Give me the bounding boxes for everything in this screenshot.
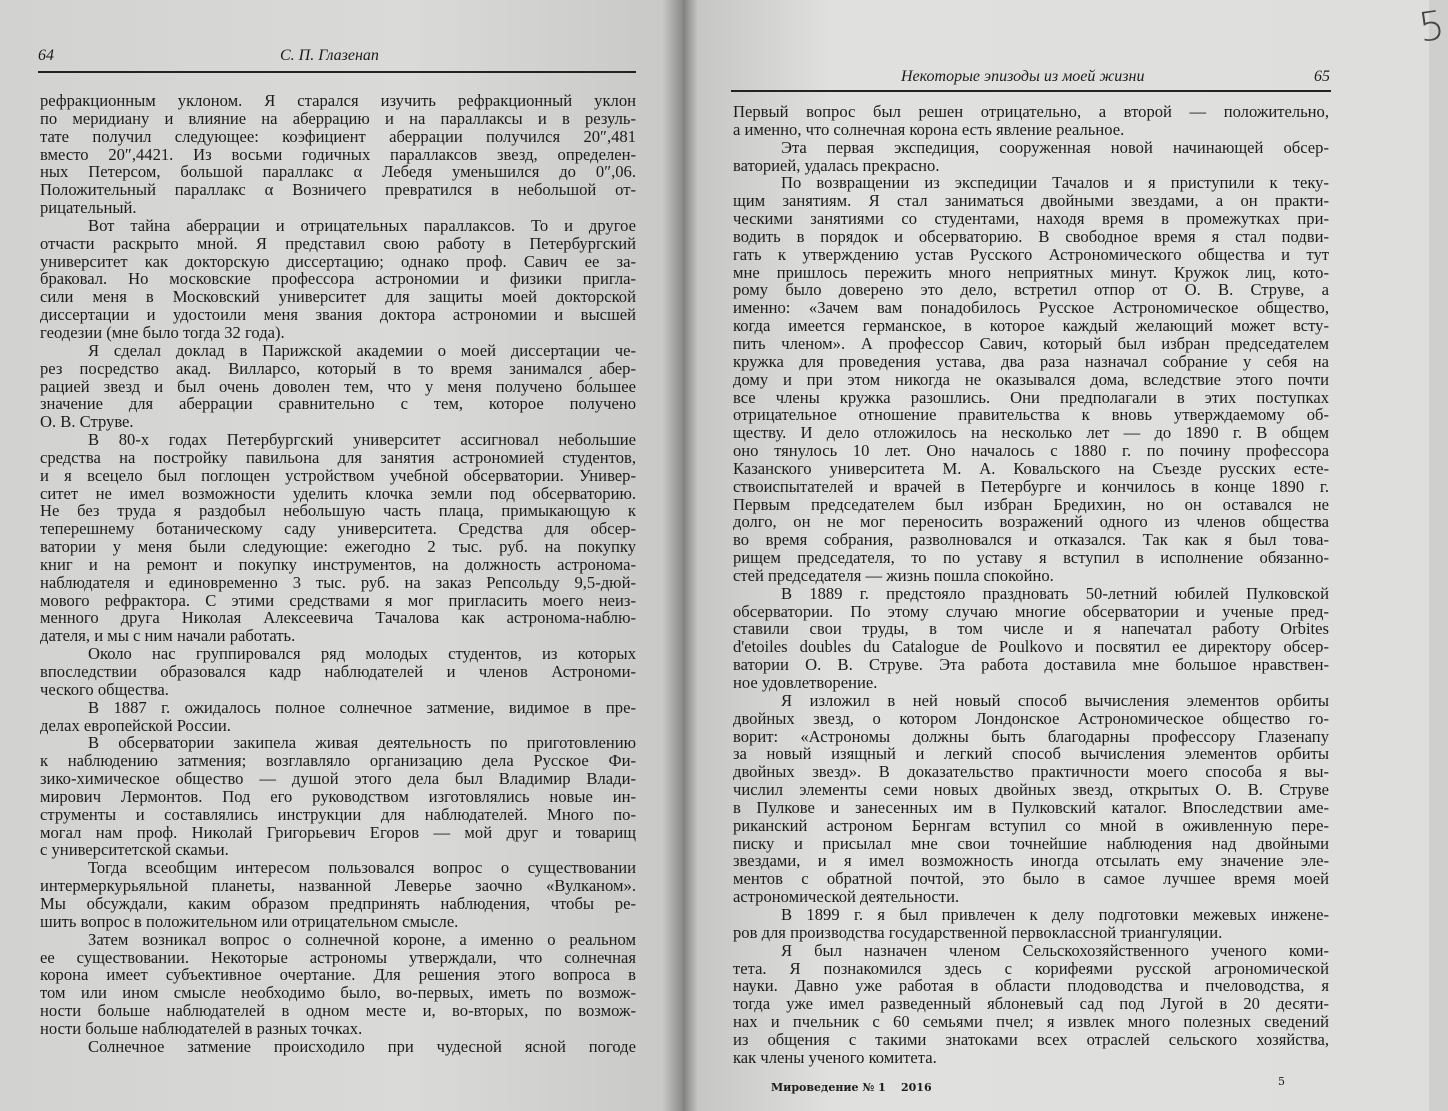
text-line: дому и при этом никогда не оказывался дома, вследствие этого почти — [733, 369, 1329, 389]
text-line: В 1899 г. я был привлечен к делу подготовки межевых инжене- — [781, 904, 1329, 924]
text-line: к наблюдению затмения; возглавляло организацию дела Русское Фи- — [40, 751, 636, 771]
paragraph — [733, 906, 1329, 942]
text-line: струменты и составлялись инструкции для наблюдателей. Много по- — [40, 804, 636, 824]
left-page — [0, 0, 683, 1111]
text-line: наблюдателя и единовременно 3 тыс. руб. на заказ Репсольду 9,5-дюй- — [40, 572, 636, 592]
text-line: геодезии (мне было тогда 32 года). — [40, 322, 285, 342]
text-line: Эта первая экспедиция, сооруженная новой начинающей обсер- — [781, 137, 1329, 157]
text-line: В 80-х годах Петербургский университет ассигновал небольшие — [88, 430, 636, 450]
text-line: щим занятиям. Я стал заниматься двойными звездами, а он практи- — [733, 191, 1329, 211]
text-line: Я сделал доклад в Парижской академии о моей диссертации че- — [88, 340, 636, 360]
text-line: ществу. И дело отложилось на несколько лет — до 1890 г. В общем — [733, 423, 1329, 443]
paragraph — [40, 431, 636, 645]
text-line: тета. Я познакомился здесь с корифеями русской агрономической — [733, 958, 1329, 978]
text-line: теперешнему ботаническому саду университета. Средства для обсер- — [40, 519, 636, 539]
text-line: водить в порядок и обсерваторию. В свободное время я стал подви- — [733, 226, 1329, 246]
text-line: Мы обсуждали, каким образом предпринять наблюдения, чтобы ре- — [40, 893, 636, 913]
text-line: ватории у меня были следующие: ежегодно 2 тыс. руб. на покупку — [40, 537, 636, 557]
text-line: рому было доверено это дело, встретил отпор от О. В. Струве, а — [733, 280, 1329, 300]
paragraph — [40, 92, 636, 217]
running-head: Некоторые эпизоды из моей жизни — [901, 68, 1145, 85]
handwritten-mark: 5 — [1415, 2, 1448, 52]
text-line: как члены ученого комитета. — [733, 1047, 937, 1067]
text-line: диссертации и удостоили меня звания доктора астрономии и высшей — [40, 305, 636, 325]
text-line: Первым председателем был избран Бредихин, но он оставался не — [733, 494, 1329, 514]
text-line: Около нас группировался ряд молодых студентов, из которых — [88, 644, 636, 664]
body-text — [733, 103, 1329, 1067]
text-line: обсерватории. По этому случаю многие обсерватории и ученые пред- — [733, 601, 1329, 621]
text-line: а именно, что солнечная корона есть явление реальное. — [733, 119, 1125, 139]
text-line: Я изложил в ней новый способ вычисления элементов орбиты — [781, 690, 1329, 710]
text-line: отрицательное отношение правительства к вновь утверждаемому об- — [733, 405, 1329, 425]
text-line: ворит: «Астрономы должны быть благодарны профессору Глазенапу — [733, 726, 1329, 746]
text-line: гать к утверждению устав Русского Астрономического общества и тут — [733, 244, 1329, 264]
text-line: во время собрания, разволновался и отказался. Так как я был това- — [733, 530, 1329, 550]
text-line: рищем председателя, то по уставу я вступил в исполнение обязанно- — [733, 548, 1329, 568]
text-line: ных Петерсом, большой параллакс α Лебедя уменьшился до 0″,06. — [40, 162, 636, 182]
text-line: ческими занятиями со студентами, находя время в промежутках при- — [733, 209, 1329, 229]
paragraph — [733, 139, 1329, 175]
text-line: когда имеется германское, в которое каждый желающий может всту- — [733, 316, 1329, 336]
text-line: из общения с такими знатоками всех отраслей сельского хозяйства, — [733, 1029, 1329, 1049]
text-line: тогда уже имел разведенный яблоневый сад под Лугой в 20 десяти- — [733, 994, 1329, 1014]
paragraph — [40, 1038, 636, 1056]
text-line: отчасти раскрыто мной. Я представил свою работу в Петербургский — [40, 233, 636, 253]
text-line: в Пулкове и занесенных им в Пулковский каталог. Впоследствии аме- — [733, 797, 1329, 817]
paragraph — [733, 585, 1329, 692]
text-line: Казанского университета М. А. Ковальского на Съезде русских есте- — [733, 458, 1329, 478]
text-line: именно: «Зачем вам понадобилось Русское Астрономическое общество, — [733, 298, 1329, 318]
paragraph — [733, 942, 1329, 1067]
footer-year: 2016 — [901, 1081, 932, 1094]
text-line: долго, он не мог переносить возражений одного из членов общества — [733, 512, 1329, 532]
text-line: делах европейской России. — [40, 715, 231, 735]
text-line: Первый вопрос был решен отрицательно, а второй — положительно, — [733, 102, 1329, 121]
text-line: писку и присылал мне свои точнейшие наблюдения над двойными — [733, 833, 1329, 853]
text-line: ности больше наблюдателей в разных точках. — [40, 1018, 363, 1038]
paragraph — [40, 931, 636, 1038]
text-line: средства на постройку павильона для занятия астрономией студентов, — [40, 447, 636, 467]
text-line: могал нам проф. Николай Григорьевич Егоров — мой друг и товарищ — [40, 822, 636, 842]
footer-journal: Мироведение № 1 — [771, 1081, 886, 1094]
text-line: мне пришлось пережить много неприятных минут. Кружок лиц, кото- — [733, 262, 1329, 282]
text-line: ее существовании. Некоторые астрономы утверждали, что солнечная — [40, 947, 636, 967]
text-line: Я был назначен членом Сельскохозяйственного ученого коми- — [781, 940, 1329, 960]
paragraph — [40, 342, 636, 431]
text-line: ное удовлетворение. — [733, 673, 878, 692]
text-line: кружка для проведения устава, два раза назначал собрание у себя на — [733, 351, 1329, 371]
paragraph — [40, 734, 636, 859]
text-line: значение для аберрации сравнительно с тем, которое получено — [40, 394, 636, 414]
text-line: риканский астроном Бернгам вступил со мной в оживленную пере- — [733, 815, 1329, 835]
running-head: С. П. Глазенап — [280, 47, 379, 64]
header-rule — [731, 90, 1331, 92]
text-line: менного друга Николая Алексеевича Тачалова как астронома-наблю- — [40, 608, 636, 628]
text-line: пить членом». А профессор Савич, который был избран председателем — [733, 333, 1329, 353]
text-line: Положительный параллакс α Возничего превратился в небольшой от- — [40, 180, 636, 200]
paragraph — [40, 217, 636, 342]
paragraph — [40, 645, 636, 699]
text-line: дателя, и мы с ним начали работать. — [40, 626, 296, 646]
text-line: корона имеет субъективное очертание. Для решения этого вопроса в — [40, 965, 636, 985]
text-line: числил элементы семи новых двойных звезд, открытых О. В. Струве — [733, 780, 1329, 800]
page-number: 64 — [38, 47, 54, 64]
paragraph — [733, 103, 1329, 139]
paragraph — [40, 859, 636, 930]
text-line: астрономической деятельности. — [733, 887, 960, 907]
text-line: ставили свои труды, в том числе и я напечатал работу Orbites — [733, 619, 1329, 639]
text-line: тате получил следующее: коэфициент аберрации получился 20″,481 — [40, 126, 636, 146]
text-line: ваторией, удалась прекрасно. — [733, 155, 940, 175]
text-line: ности больше наблюдателей в одном месте и, во-вторых, по возмож- — [40, 1001, 636, 1021]
text-line: рефракционным уклоном. Я старался изучить рефракционный уклон — [40, 91, 636, 110]
paragraph — [40, 699, 636, 735]
page-number: 65 — [1314, 68, 1330, 85]
text-line: ствоиспытателей и врачей в Петербурге и кончилось в конце 1890 г. — [733, 476, 1329, 496]
right-page — [683, 0, 1448, 1111]
text-line: В обсерватории закипела живая деятельность по приготовлению — [88, 733, 636, 753]
text-line: оно тянулось 10 лет. Оно началось с 1880 г. по почину профессора — [733, 441, 1329, 461]
text-line: нах и пчельник с 60 семьями пчел; я извлек много полезных сведений — [733, 1012, 1329, 1032]
text-line: стей председателя — жизнь пошла спокойно. — [733, 565, 1054, 585]
text-line: двойных звезд, о котором Лондонское Астрономическое общество го- — [733, 708, 1329, 728]
text-line: по меридиану и влияние на аберрацию и на параллаксы и в резуль- — [40, 108, 636, 128]
text-line: Тогда всеобщим интересом пользовался вопрос о существовании — [88, 858, 636, 878]
text-line: впоследствии образовался кадр наблюдателей и членов Астрономи- — [40, 662, 636, 681]
text-line: университет как докторскую диссертацию; однако проф. Савич ее за- — [40, 251, 636, 271]
text-line: ватории О. В. Струве. Эта работа доставила мне большое нравствен- — [733, 655, 1329, 675]
text-line: Солнечное затмение происходило при чудесной ясной погоде — [88, 1036, 636, 1056]
text-line: сили меня в Московский университет для защиты моей докторской — [40, 287, 636, 307]
text-line: книг и на ремонт и покупку инструментов, на должность астронома- — [40, 554, 636, 574]
text-line: О. В. Струве. — [40, 412, 134, 432]
text-line: вместо 20″,4421. Из восьми годичных параллаксов звезд, определен- — [40, 144, 636, 164]
paragraph — [733, 174, 1329, 584]
text-line: мового рефрактора. С этими средствами я мог пригласить моего неиз- — [40, 590, 636, 610]
text-line: рацией звезд и был очень доволен тем, что у меня получено бо́льшее — [40, 376, 636, 396]
text-line: шить вопрос в положительном или отрицательном смысле. — [40, 911, 459, 931]
paragraph — [733, 692, 1329, 906]
text-line: зико-химическое общество — душой этого дела был Владимир Влади- — [40, 769, 636, 789]
text-line: Вот тайна аберрации и отрицательных параллаксов. То и другое — [88, 215, 636, 235]
text-line: В 1887 г. ожидалось полное солнечное затмение, видимое в пре- — [88, 697, 636, 717]
body-text — [40, 92, 636, 1056]
text-line: ситет не имел возможности уделить клочка земли под обсерваторию. — [40, 483, 636, 503]
text-line: рез посредство акад. Вилларсо, который в то время занимался абер- — [40, 358, 636, 378]
text-line: интермеркурьяльной планеты, названной Леверье заочно «Вулканом». — [40, 876, 636, 896]
text-line: d'etoiles doubles du Catalogue de Poulkovo и посвятил ее директору обсер- — [733, 637, 1329, 657]
text-line: мирович Лермонтов. Под его руководством изготовлялись новые ин- — [40, 786, 636, 806]
text-line: ческого общества. — [40, 679, 169, 699]
text-line: ров для производства государственной первоклассной триангуляции. — [733, 922, 1223, 942]
text-line: Не без труда я раздобыл небольшую часть плаца, примыкающую к — [40, 501, 636, 521]
text-line: науки. Давно уже работая в области плодоводства и пчеловодства, я — [733, 976, 1329, 996]
text-line: ментов с обратной почтой, это было в самое лучшее время моей — [733, 869, 1329, 889]
text-line: По возвращении из экспедиции Тачалов и я приступили к теку- — [781, 173, 1329, 193]
text-line: рицательный. — [40, 198, 137, 218]
text-line: звездами, и я имел возможность иногда отсылать ему значение эле- — [733, 851, 1329, 871]
text-line: браковал. Но московские профессора астрономии и физики пригла- — [40, 269, 636, 289]
text-line: все члены кружка разошлись. Они предполагали в этих поступках — [733, 387, 1329, 407]
text-line: за новый изящный и легкий способ вычисления элементов орбиты — [733, 744, 1329, 764]
text-line: В 1889 г. предстояло праздновать 50-летний юбилей Пулковской — [781, 583, 1329, 603]
text-line: двойных звезд». В доказательство практичности моего способа я вы- — [733, 762, 1329, 782]
text-line: Затем возникал вопрос о солнечной короне, а именно о реальном — [88, 929, 636, 949]
text-line: с университетской скамьи. — [40, 840, 229, 860]
text-line: том или ином смысле необходимо было, во-первых, иметь по возмож- — [40, 983, 636, 1003]
footer-sheet-number: 5 — [1278, 1075, 1285, 1088]
header-rule — [38, 71, 636, 73]
text-line: и я всецело был поглощен устройством учебной обсерватории. Универ- — [40, 465, 636, 485]
